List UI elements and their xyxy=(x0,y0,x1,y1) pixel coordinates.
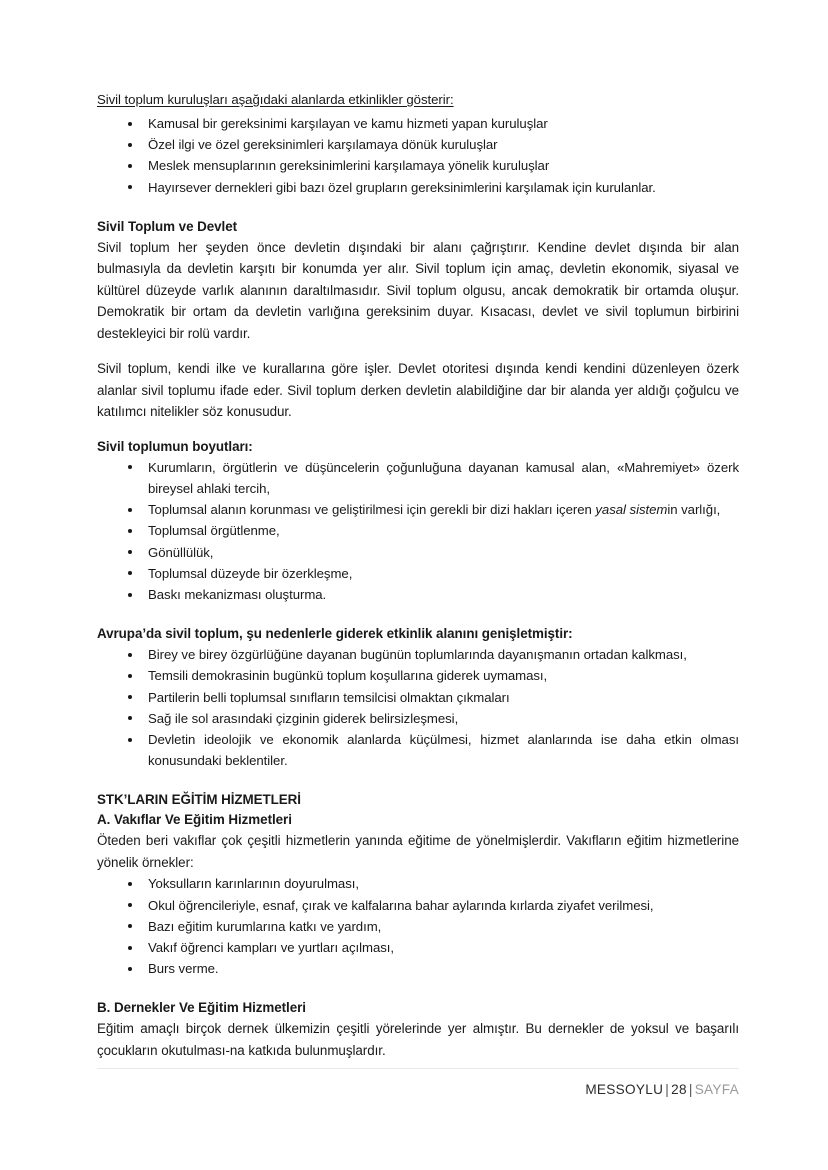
list-item-label: Temsili demokrasinin bugünkü toplum koşullarına giderek uymaması, xyxy=(148,668,548,684)
italic-term: yasal sistem xyxy=(595,502,668,518)
bullet-dot-icon xyxy=(128,882,132,886)
list-item-label: Kurumların, örgütlerin ve düşüncelerin çoğunluğuna dayanan kamusal alan, «Mahremiyet» özerk bireysel ahlaki tercih, xyxy=(148,459,739,497)
paragraph-devlet-2: Sivil toplum, kendi ilke ve kurallarına göre işler. Devlet otoritesi dışında kendi kendini düzenleyen özerk alanlar sivil toplumu ifade eder. Sivil toplum derken devletin alabildiğine dar bir alanda yer aldığı çoğulcu ve katılımcı nitelikler söz konusudur. xyxy=(97,361,739,420)
paragraph-devlet-1: Sivil toplum her şeyden önce devletin dışındaki bir alanı çağrıştırır. Kendine devlet dışında bir alan bulmasıyla da devletin karşıtı bir konumda yer alır. Sivil toplum için amaç, devletin ekonomik, siyasal ve kültürel düzeyde varlık alanının daraltılmasıdır. Sivil toplum olgusu, ancak demokratik bir ortamda oluşur. Demokratik bir ortam da devletin varlığına gereksinim duyar. Kısacası, devlet ve sivil toplumun birbirini destekleyici bir rolü vardır. xyxy=(97,239,739,341)
list-item xyxy=(97,457,739,499)
page-content xyxy=(97,90,739,1061)
list-item xyxy=(97,729,739,771)
list-item-label: Baskı mekanizması oluşturma. xyxy=(148,587,327,603)
bullet-dot-icon xyxy=(128,185,132,189)
section-heading-boyutlar: Sivil toplumun boyutları: xyxy=(97,438,253,454)
lead-bullet-list xyxy=(97,113,739,198)
bullet-dot-icon xyxy=(128,465,132,469)
list-item-label: Birey ve birey özgürlüğüne dayanan bugünün toplumlarında dayanışmanın ortadan kalkması, xyxy=(148,647,687,663)
avrupa-bullet-list xyxy=(97,644,739,771)
spacer xyxy=(97,198,739,217)
bullet-dot-icon xyxy=(128,529,132,533)
list-item xyxy=(97,177,739,198)
subsection-heading-a: A. Vakıflar Ve Eğitim Hizmetleri xyxy=(97,812,292,828)
list-item-label: Yoksulların karınlarının doyurulması, xyxy=(148,876,359,892)
bullet-dot-icon xyxy=(128,164,132,168)
bullet-dot-icon xyxy=(128,571,132,575)
bullet-dot-icon xyxy=(128,967,132,971)
boyutlar-bullet-list xyxy=(97,457,739,605)
list-item-label: Devletin ideolojik ve ekonomik alanlarda küçülmesi, hizmet alanlarında ise daha etkin olması konusundaki beklentiler. xyxy=(148,732,739,769)
list-item xyxy=(97,665,739,686)
list-item xyxy=(97,542,739,563)
list-item xyxy=(97,155,739,176)
bullet-dot-icon xyxy=(128,903,132,907)
bullet-dot-icon xyxy=(128,593,132,597)
list-item-label: Kamusal bir gereksinimi karşılayan ve kamu hizmeti yapan kuruluşlar xyxy=(148,116,548,131)
bullet-dot-icon xyxy=(128,550,132,554)
list-item-label: Toplumsal düzeyde bir özerkleşme, xyxy=(148,565,353,581)
list-item-label: Burs verme. xyxy=(148,961,219,977)
list-item-label: Gönüllülük, xyxy=(148,544,214,560)
paragraph-vakiflar: Öteden beri vakıflar çok çeşitli hizmetlerin yanında eğitime de yönelmişlerdir. Vakıfların eğitim hizmetlerine yönelik örnekler: xyxy=(97,833,739,870)
list-item-label: Partilerin belli toplumsal sınıfların temsilcisi olmaktan çıkmaları xyxy=(148,689,510,705)
list-item-label: Hayırsever dernekleri gibi bazı özel grupların gereksinimlerini karşılamak için kurulanlar. xyxy=(148,179,656,195)
list-item xyxy=(97,895,739,916)
list-item xyxy=(97,520,739,541)
list-item-label: Vakıf öğrenci kampları ve yurtları açılması, xyxy=(148,940,395,956)
bullet-dot-icon xyxy=(128,695,132,699)
list-item xyxy=(97,644,739,665)
list-item xyxy=(97,584,739,605)
bullet-dot-icon xyxy=(128,143,132,147)
spacer xyxy=(97,344,739,358)
list-item xyxy=(97,873,739,894)
bullet-dot-icon xyxy=(128,946,132,950)
bullet-dot-icon xyxy=(128,738,132,742)
bullet-dot-icon xyxy=(128,924,132,928)
list-item xyxy=(97,134,739,155)
footer-page-number: 28 xyxy=(671,1082,687,1097)
list-item-label: Toplumsal alanın korunması ve geliştirilmesi için gerekli bir dizi hakları içeren yasal sistemin varlığı, xyxy=(148,502,721,518)
list-item-label: Özel ilgi ve özel gereksinimleri karşılamaya dönük kuruluşlar xyxy=(148,137,498,153)
list-item xyxy=(97,113,739,134)
list-item-label: Sağ ile sol arasındaki çizginin giderek belirsizleşmesi, xyxy=(148,710,459,726)
bullet-dot-icon xyxy=(128,716,132,720)
list-item-label: Meslek mensuplarının gereksinimlerini karşılamaya yönelik kuruluşlar xyxy=(148,158,550,174)
list-item xyxy=(97,916,739,937)
list-item-label: Okul öğrencileriyle, esnaf, çırak ve kalfalarına bahar aylarında kırlarda ziyafet verilmesi, xyxy=(148,897,654,913)
section-heading-avrupa: Avrupa’da sivil toplum, şu nedenlerle giderek etkinlik alanını genişletmiştir: xyxy=(97,626,573,642)
footer-separator-1: | xyxy=(665,1082,670,1097)
spacer xyxy=(97,605,739,624)
list-item-label: Toplumsal örgütlenme, xyxy=(148,523,280,539)
list-item xyxy=(97,958,739,979)
list-item xyxy=(97,937,739,958)
section-heading-sivil-toplum-ve-devlet: Sivil Toplum ve Devlet xyxy=(97,218,238,234)
vakiflar-bullet-list xyxy=(97,873,739,979)
subsection-heading-b: B. Dernekler Ve Eğitim Hizmetleri xyxy=(97,1000,306,1016)
footer-separator-2: | xyxy=(688,1082,693,1097)
page-footer xyxy=(97,1080,739,1100)
bullet-dot-icon xyxy=(128,122,132,126)
bullet-dot-icon xyxy=(128,508,132,512)
footer-page-word: SAYFA xyxy=(694,1082,739,1097)
list-item xyxy=(97,687,739,708)
list-item xyxy=(97,563,739,584)
spacer xyxy=(97,979,739,998)
footer-divider xyxy=(97,1068,739,1069)
section-heading-stk: STK’LARIN EĞİTİM HİZMETLERİ xyxy=(97,792,301,808)
list-item-label: Bazı eğitim kurumlarına katkı ve yardım, xyxy=(148,918,382,934)
lead-sentence: Sivil toplum kuruluşları aşağıdaki alanlarda etkinlikler gösterir: xyxy=(97,92,454,107)
spacer xyxy=(97,771,739,790)
list-item xyxy=(97,708,739,729)
bullet-dot-icon xyxy=(128,653,132,657)
footer-author: MESSOYLU xyxy=(585,1082,664,1097)
bullet-dot-icon xyxy=(128,674,132,678)
paragraph-dernekler: Eğitim amaçlı birçok dernek ülkemizin çeşitli yörelerinde yer almıştır. Bu dernekler de yoksul ve başarılı çocukların okutulması-na katkıda bulunmuşlardır. xyxy=(97,1021,739,1058)
spacer xyxy=(97,423,739,437)
list-item xyxy=(97,499,739,520)
